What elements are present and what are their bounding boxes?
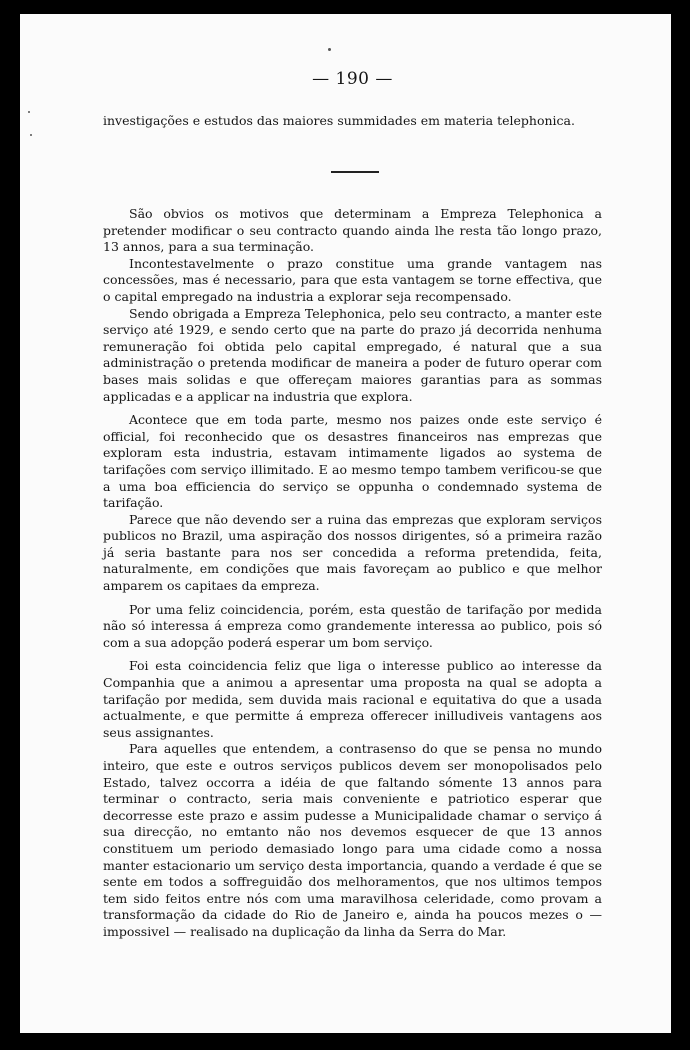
- document-page: [20, 14, 671, 1033]
- print-speck: [328, 48, 331, 51]
- paragraph: Acontece que em toda parte, mesmo nos paizes onde este serviço é official, foi reconhecido que os desastres financeiros nas emprezas que exploram esta industria, estavam intimamente ligados ao systema de tarifações com serviço illimitado. E ao mesmo tempo tambem verificou-se que a uma boa efficiencia do serviço se oppunha o condemnado systema de tarifação.: [103, 412, 602, 511]
- section-divider: [331, 171, 379, 173]
- carry-over-text: investigações e estudos das maiores summidades em materia telephonica.: [103, 113, 575, 128]
- paragraph: São obvios os motivos que determinam a Empreza Telephonica a pretender modificar o seu contracto quando ainda lhe resta tão longo prazo, 13 annos, para a sua terminação.: [103, 206, 602, 255]
- print-speck: [30, 134, 32, 136]
- paragraph: Sendo obrigada a Empreza Telephonica, pelo seu contracto, a manter este serviço até 1929, e sendo certo que na parte do prazo já decorrida nenhuma remuneração foi obtida pelo capital empregado, é natural que a sua administração o pretenda modificar de maneira a poder de futuro operar com bases mais solidas e que offereçam maiores garantias para as sommas applicadas e a applicar na industria que explora.: [103, 305, 602, 404]
- page-number: — 190 —: [312, 69, 393, 89]
- paragraph: Por uma feliz coincidencia, porém, esta questão de tarifação por medida não só interessa á empreza como grandemente interessa ao publico, pois só com a sua adopção poderá esperar um bom serviço.: [103, 601, 602, 650]
- print-speck: [28, 111, 30, 113]
- body-text: [103, 206, 602, 941]
- paragraph: Parece que não devendo ser a ruina das emprezas que exploram serviços publicos no Brazil, uma aspiração dos nossos dirigentes, só a primeira razão já seria bastante para nos ser concedida a reforma pretendida, feita, naturalmente, em condições que mais favoreçam ao publico e que melhor amparem os capitaes da empreza.: [103, 511, 602, 594]
- paragraph: Foi esta coincidencia feliz que liga o interesse publico ao interesse da Companhia que a animou a apresentar uma proposta na qual se adopta a tarifação por medida, sem duvida mais racional e equitativa do que a usada actualmente, e que permitte á empreza offerecer inilludiveis vantagens aos seus assignantes.: [103, 658, 602, 740]
- paragraph: Para aquelles que entendem, a contrasenso do que se pensa no mundo inteiro, que este e outros serviços publicos devem ser monopolisados pelo Estado, talvez occorra a idéia de que faltando sómente 13 annos para terminar o contracto, seria mais conveniente e patriotico esperar que decorresse este prazo e assim pudesse a Municipalidade chamar o serviço á sua direcção, no emtanto não nos devemos esquecer de que 13 annos constituem um periodo demasiado longo para uma cidade como a nossa manter estacionario um serviço desta importancia, quando a verdade é que se sente em todos a soffreguidão dos melhoramentos, que nos ultimos tempos tem sido feitos entre nós com uma maravilhosa celeridade, como provam a transformação da cidade do Rio de Janeiro e, ainda ha poucos mezes o — impossivel — realisado na duplicação da linha da Serra do Mar.: [103, 741, 602, 939]
- paragraph: Incontestavelmente o prazo constitue uma grande vantagem nas concessões, mas é necessario, para que esta vantagem se torne effectiva, que o capital empregado na industria a explorar seja recompensado.: [103, 255, 602, 304]
